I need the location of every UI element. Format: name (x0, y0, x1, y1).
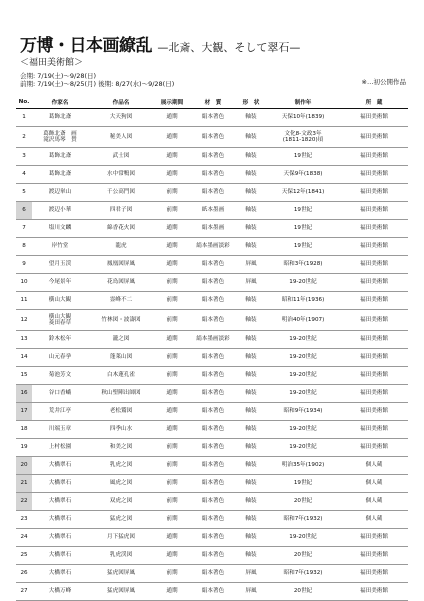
cell-work: 猛虎図屏風 (88, 583, 154, 601)
cell-work: 秘美人図 (88, 127, 154, 148)
cell-artist: 渡辺小華 (32, 202, 88, 220)
cell-material: 紙本墨画 (190, 202, 236, 220)
cell-year: 19-20世紀 (266, 385, 340, 403)
cell-no: 25 (16, 547, 32, 565)
cell-work: 四季山水 (88, 421, 154, 439)
cell-work: 鳳凰図屏風 (88, 256, 154, 274)
cell-owner: 福田美術館 (340, 127, 408, 148)
col-header-work: 作品名 (88, 96, 154, 109)
cell-material: 絹本墨画淡彩 (190, 238, 236, 256)
cell-period: 前期 (154, 511, 190, 529)
cell-material: 絹本墨画 (190, 220, 236, 238)
cell-form: 軸装 (236, 421, 266, 439)
table-row (16, 238, 408, 256)
cell-work: 和美之図 (88, 439, 154, 457)
cell-artist: 菊池芳文 (32, 367, 88, 385)
cell-year: 19世紀 (266, 148, 340, 166)
artwork-rows (16, 109, 408, 601)
title-subtitle: —北斎、大観、そして翠石— (157, 41, 301, 54)
cell-artist: 葛飾北斎 (32, 148, 88, 166)
cell-material: 絹本著色 (190, 421, 236, 439)
cell-material: 絹本著色 (190, 493, 236, 511)
cell-year: 19世紀 (266, 475, 340, 493)
artwork-list-table (16, 96, 408, 601)
cell-artist: 荒井江亭 (32, 403, 88, 421)
cell-owner: 福田美術館 (340, 547, 408, 565)
cell-period: 前期 (154, 475, 190, 493)
cell-form: 軸装 (236, 331, 266, 349)
cell-year: 20世紀 (266, 583, 340, 601)
cell-year: 19-20世紀 (266, 349, 340, 367)
cell-no: 26 (16, 565, 32, 583)
cell-form: 軸装 (236, 184, 266, 202)
cell-no: 17 (16, 403, 32, 421)
table-row (16, 475, 408, 493)
cell-artist: 横山大観 (32, 292, 88, 310)
title-main: 万博・日本画繚乱 (20, 36, 152, 56)
cell-period: 通期 (154, 403, 190, 421)
cell-period: 通期 (154, 583, 190, 601)
cell-period: 前期 (154, 367, 190, 385)
cell-no: 6 (16, 202, 32, 220)
cell-no: 24 (16, 529, 32, 547)
cell-work: 秋山聖陣出師図 (88, 385, 154, 403)
cell-year: 昭和3年(1928) (266, 256, 340, 274)
cell-period: 前期 (154, 292, 190, 310)
cell-period: 前期 (154, 565, 190, 583)
table-row (16, 385, 408, 403)
col-header-year: 制作年 (266, 96, 340, 109)
cell-no: 2 (16, 127, 32, 148)
table-row (16, 583, 408, 601)
cell-no: 8 (16, 238, 32, 256)
table-row (16, 292, 408, 310)
cell-period: 通期 (154, 220, 190, 238)
cell-form: 軸装 (236, 367, 266, 385)
cell-no: 4 (16, 166, 32, 184)
cell-form: 軸装 (236, 547, 266, 565)
cell-no: 15 (16, 367, 32, 385)
cell-material: 絹本著色 (190, 367, 236, 385)
cell-owner: 福田美術館 (340, 310, 408, 331)
cell-material: 絹本著色 (190, 127, 236, 148)
table-row (16, 367, 408, 385)
table-row (16, 220, 408, 238)
cell-artist: 大橋翠石 (32, 511, 88, 529)
cell-no: 22 (16, 493, 32, 511)
cell-no: 18 (16, 421, 32, 439)
cell-owner: 福田美術館 (340, 367, 408, 385)
cell-artist: 渡辺崋山 (32, 184, 88, 202)
cell-owner: 福田美術館 (340, 238, 408, 256)
cell-year: 昭和7年(1932) (266, 511, 340, 529)
cell-work: 猛虎之図 (88, 511, 154, 529)
cell-year: 19世紀 (266, 220, 340, 238)
cell-artist: 大橋翠石 (32, 565, 88, 583)
cell-work: 白木蓮孔雀 (88, 367, 154, 385)
cell-form: 軸装 (236, 127, 266, 148)
cell-no: 20 (16, 457, 32, 475)
exhibition-header (20, 36, 410, 69)
cell-form: 軸装 (236, 529, 266, 547)
cell-material: 絹本著色 (190, 148, 236, 166)
cell-artist: 塩川文麟 (32, 220, 88, 238)
cell-work: 猛虎図屏風 (88, 565, 154, 583)
cell-period: 通期 (154, 331, 190, 349)
cell-material: 絹本著色 (190, 274, 236, 292)
table-row (16, 457, 408, 475)
cell-work: 乳虎之図 (88, 457, 154, 475)
cell-owner: 福田美術館 (340, 331, 408, 349)
cell-period: 前期 (154, 202, 190, 220)
table-row (16, 166, 408, 184)
cell-form: 軸装 (236, 202, 266, 220)
cell-owner: 個人蔵 (340, 475, 408, 493)
cell-work: 霊峰不二 (88, 292, 154, 310)
cell-material: 絹本著色 (190, 439, 236, 457)
cell-material: 絹本著色 (190, 166, 236, 184)
col-header-form: 形 状 (236, 96, 266, 109)
cell-form: 軸装 (236, 238, 266, 256)
cell-artist: 今尾景年 (32, 274, 88, 292)
table-row (16, 421, 408, 439)
table-row (16, 310, 408, 331)
col-header-material: 材 質 (190, 96, 236, 109)
cell-form: 軸装 (236, 511, 266, 529)
cell-period: 通期 (154, 529, 190, 547)
cell-year: 昭和7年(1932) (266, 565, 340, 583)
cell-artist: 葛飾北斎 画 滝沢馬琴 賛 (32, 127, 88, 148)
cell-form: 軸装 (236, 457, 266, 475)
cell-no: 11 (16, 292, 32, 310)
cell-year: 19-20世紀 (266, 439, 340, 457)
cell-work: 大天狗図 (88, 109, 154, 127)
table-row (16, 184, 408, 202)
cell-material: 絹本著色 (190, 457, 236, 475)
table-row (16, 439, 408, 457)
cell-no: 21 (16, 475, 32, 493)
cell-period: 通期 (154, 148, 190, 166)
cell-material: 絹本著色 (190, 547, 236, 565)
cell-period: 通期 (154, 238, 190, 256)
cell-material: 絹本著色 (190, 511, 236, 529)
cell-work: 武士図 (88, 148, 154, 166)
cell-artist: 上村松園 (32, 439, 88, 457)
cell-work: 水中常鴨図 (88, 166, 154, 184)
venue-name: ＜福田美術館＞ (20, 58, 84, 68)
cell-artist: 岸竹堂 (32, 238, 88, 256)
cell-period: 通期 (154, 127, 190, 148)
cell-no: 5 (16, 184, 32, 202)
dates-periods: 前期: 7/19(土)～8/25(月) 後期: 8/27(水)～9/28(日) (20, 80, 175, 88)
cell-form: 軸装 (236, 166, 266, 184)
cell-artist: 鈴木松年 (32, 331, 88, 349)
cell-material: 絹本著色 (190, 310, 236, 331)
cell-material: 絹本著色 (190, 403, 236, 421)
cell-owner: 福田美術館 (340, 148, 408, 166)
cell-period: 通期 (154, 109, 190, 127)
cell-work: 龍虎 (88, 238, 154, 256)
exhibition-title (20, 36, 410, 58)
cell-no: 14 (16, 349, 32, 367)
table-row (16, 109, 408, 127)
cell-no: 23 (16, 511, 32, 529)
cell-material: 絹本著色 (190, 292, 236, 310)
cell-form: 軸装 (236, 310, 266, 331)
cell-form: 屏風 (236, 256, 266, 274)
cell-material: 絹本墨画淡彩 (190, 331, 236, 349)
cell-owner: 福田美術館 (340, 529, 408, 547)
cell-period: 通期 (154, 547, 190, 565)
cell-year: 20世紀 (266, 493, 340, 511)
cell-period: 前期 (154, 457, 190, 475)
cell-form: 屏風 (236, 565, 266, 583)
cell-period: 通期 (154, 421, 190, 439)
table-row (16, 148, 408, 166)
cell-material: 絹本著色 (190, 529, 236, 547)
cell-form: 軸装 (236, 109, 266, 127)
cell-owner: 個人蔵 (340, 493, 408, 511)
cell-year: 天保9年(1838) (266, 166, 340, 184)
cell-year: 19-20世紀 (266, 331, 340, 349)
cell-form: 軸装 (236, 220, 266, 238)
cell-year: 昭和11年(1936) (266, 292, 340, 310)
cell-year: 19世紀 (266, 238, 340, 256)
cell-work: 老松鷲図 (88, 403, 154, 421)
col-header-owner: 所 蔵 (340, 96, 408, 109)
cell-form: 屏風 (236, 583, 266, 601)
cell-artist: 山元春挙 (32, 349, 88, 367)
cell-owner: 個人蔵 (340, 457, 408, 475)
cell-material: 絹本著色 (190, 475, 236, 493)
cell-owner: 福田美術館 (340, 385, 408, 403)
cell-no: 16 (16, 385, 32, 403)
cell-year: 明治40年(1907) (266, 310, 340, 331)
cell-no: 19 (16, 439, 32, 457)
cell-artist: 大橋翠石 (32, 547, 88, 565)
cell-period: 通期 (154, 256, 190, 274)
cell-owner: 福田美術館 (340, 439, 408, 457)
cell-owner: 福田美術館 (340, 256, 408, 274)
cell-work: 竹林図・波濤図 (88, 310, 154, 331)
dates-overall: 会期: 7/19(土)～9/28(日) (20, 72, 97, 80)
cell-owner: 福田美術館 (340, 403, 408, 421)
cell-work: 花鳥図屏風 (88, 274, 154, 292)
table-row (16, 547, 408, 565)
cell-year: 19-20世紀 (266, 529, 340, 547)
cell-owner: 福田美術館 (340, 565, 408, 583)
cell-work: 千公高門図 (88, 184, 154, 202)
exhibition-dates (20, 72, 174, 88)
cell-no: 3 (16, 148, 32, 166)
cell-material: 絹本著色 (190, 349, 236, 367)
cell-period: 前期 (154, 184, 190, 202)
first-showing-legend: ※…初公開作品 (361, 78, 406, 86)
cell-work: 四君子図 (88, 202, 154, 220)
cell-owner: 福田美術館 (340, 202, 408, 220)
cell-work: 風虎之図 (88, 475, 154, 493)
cell-no: 12 (16, 310, 32, 331)
table-row (16, 403, 408, 421)
cell-owner: 個人蔵 (340, 511, 408, 529)
cell-year: 19-20世紀 (266, 367, 340, 385)
cell-year: 明治35年(1902) (266, 457, 340, 475)
cell-no: 1 (16, 109, 32, 127)
cell-period: 前期 (154, 493, 190, 511)
cell-artist: 大橋翠石 (32, 457, 88, 475)
cell-owner: 福田美術館 (340, 421, 408, 439)
cell-year: 19-20世紀 (266, 274, 340, 292)
cell-year: 19世紀 (266, 202, 340, 220)
cell-no: 13 (16, 331, 32, 349)
cell-period: 前期 (154, 439, 190, 457)
cell-period: 前期 (154, 349, 190, 367)
cell-form: 軸装 (236, 148, 266, 166)
table-header-row (16, 96, 408, 109)
cell-work: 綿香花火図 (88, 220, 154, 238)
table-row (16, 202, 408, 220)
cell-no: 7 (16, 220, 32, 238)
cell-period: 前期 (154, 274, 190, 292)
cell-owner: 福田美術館 (340, 220, 408, 238)
table-row (16, 565, 408, 583)
cell-artist: 大橋翠石 (32, 493, 88, 511)
cell-owner: 福田美術館 (340, 349, 408, 367)
col-header-period: 展示期間 (154, 96, 190, 109)
cell-period: 前期 (154, 310, 190, 331)
cell-material: 絹本著色 (190, 256, 236, 274)
cell-no: 9 (16, 256, 32, 274)
table-row (16, 493, 408, 511)
cell-material: 絹本著色 (190, 565, 236, 583)
cell-artist: 葛飾北斎 (32, 166, 88, 184)
cell-form: 軸装 (236, 292, 266, 310)
cell-year: 昭和9年(1934) (266, 403, 340, 421)
col-header-no: No. (16, 96, 32, 109)
cell-form: 軸装 (236, 475, 266, 493)
cell-owner: 福田美術館 (340, 274, 408, 292)
cell-period: 通期 (154, 166, 190, 184)
table-row (16, 529, 408, 547)
cell-form: 軸装 (236, 349, 266, 367)
table-row (16, 274, 408, 292)
table-row (16, 511, 408, 529)
table-row (16, 331, 408, 349)
table-row (16, 256, 408, 274)
cell-year: 天保10年(1839) (266, 109, 340, 127)
cell-form: 軸装 (236, 439, 266, 457)
cell-year: 天保12年(1841) (266, 184, 340, 202)
cell-work: 蓬莱山図 (88, 349, 154, 367)
cell-work: 双虎之図 (88, 493, 154, 511)
table-row (16, 127, 408, 148)
cell-form: 屏風 (236, 274, 266, 292)
cell-no: 10 (16, 274, 32, 292)
cell-owner: 福田美術館 (340, 109, 408, 127)
cell-year: 19-20世紀 (266, 421, 340, 439)
cell-owner: 福田美術館 (340, 184, 408, 202)
table-row (16, 349, 408, 367)
cell-artist: 谷口香嶠 (32, 385, 88, 403)
cell-artist: 横山大観 菱田春草 (32, 310, 88, 331)
cell-owner: 福田美術館 (340, 583, 408, 601)
cell-year: 20世紀 (266, 547, 340, 565)
cell-artist: 川端玉章 (32, 421, 88, 439)
cell-work: 瀧之図 (88, 331, 154, 349)
cell-form: 軸装 (236, 403, 266, 421)
cell-artist: 大橋翠石 (32, 475, 88, 493)
cell-no: 27 (16, 583, 32, 601)
cell-form: 軸装 (236, 385, 266, 403)
cell-form: 軸装 (236, 493, 266, 511)
cell-artist: 葛飾北斎 (32, 109, 88, 127)
cell-period: 通期 (154, 385, 190, 403)
cell-owner: 福田美術館 (340, 166, 408, 184)
cell-year: 文化8-文政3年 (1811-1820)頃 (266, 127, 340, 148)
cell-owner: 福田美術館 (340, 292, 408, 310)
cell-material: 絹本著色 (190, 385, 236, 403)
cell-work: 月下猛虎図 (88, 529, 154, 547)
cell-material: 絹本著色 (190, 583, 236, 601)
cell-artist: 大橋翠石 (32, 529, 88, 547)
cell-material: 絹本著色 (190, 109, 236, 127)
cell-material: 絹本著色 (190, 184, 236, 202)
cell-artist: 望月玉渓 (32, 256, 88, 274)
cell-artist: 大橋万峰 (32, 583, 88, 601)
cell-work: 乳虎渓図 (88, 547, 154, 565)
col-header-artist: 作家名 (32, 96, 88, 109)
